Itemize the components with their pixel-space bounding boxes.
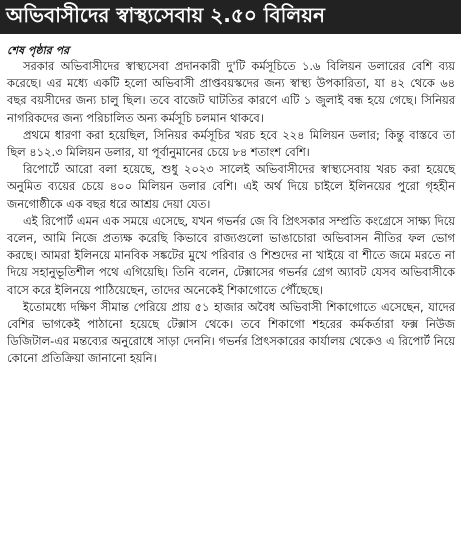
article-paragraph: রিপোর্টে আরো বলা হয়েছে, শুধু ২০২৩ সালেই অভিবাসীদের স্বাস্থ্যসেবায় খরচ করা হয়েছে অনুমিত ব্যয়ের চেয়ে ৪০০ মিলিয়ন ডলার বেশি। এই অর্থ দিয়ে চাইলে ইলিনয়ের পুরো গৃহহীন জনগোষ্ঠীকে এক বছর ধরে আশ্রয় দেয়া যেত। (7, 162, 455, 211)
article-headline: অভিবাসীদের স্বাস্থ্যসেবায় ২.৫০ বিলিয়ন (6, 2, 325, 27)
article-paragraph: সরকার অভিবাসীদের স্বাস্থ্যসেবা প্রদানকারী দু'টি কর্মসূচিতে ১.৬ বিলিয়ন ডলারের বেশি ব্যয় করেছে। এর মধ্যে একটি হলো অভিবাসী প্রাপ্তবয়স্কদের জন্য স্বাস্থ্য উপকারিতা, যা ৪২ থেকে ৬৪ বছর বয়সীদের জন্য চালু ছিল। তবে বাজেট ঘাটতির কারণে এটি ১ জুলাই বন্ধ হয়ে গেছে। সিনিয়র নাগরিকদের জন্য পরিচালিত অন্য কর্মসূচি চলমান থাকবে। (7, 59, 455, 125)
continued-from-label: শেষ পৃষ্ঠার পর (7, 44, 70, 57)
article-paragraph: ইতোমধ্যে দক্ষিণ সীমান্ত পেরিয়ে প্রায় ৫১ হাজার অবৈধ অভিবাসী শিকাগোতে এসেছেন, যাদের বেশির ভাগকেই পাঠানো হয়েছে টেক্সাস থেকে। তবে শিকাগো শহরের কর্মকর্তারা ফক্স নিউজ ডিজিটাল-এর মন্তব্যের অনুরোধে সাড়া দেননি। গভর্নর প্রিৎসকারের কার্যালয় থেকেও এ রিপোর্ট নিয়ে কোনো প্রতিক্রিয়া জানানো হয়নি। (7, 299, 455, 366)
article-paragraph: প্রথমে ধারণা করা হয়েছিল, সিনিয়র কর্মসূচির খরচ হবে ২২৪ মিলিয়ন ডলার; কিন্তু বাস্তবে তা ছিল ৪১২.৩ মিলিয়ন ডলার, যা পূর্বানুমানের চেয়ে ৮৪ শতাংশ বেশি। (7, 127, 455, 160)
article-body (7, 58, 455, 368)
article-paragraph: এই রিপোর্ট এমন এক সময়ে এসেছে, যখন গভর্নর জে বি প্রিৎসকার সম্প্রতি কংগ্রেসে সাক্ষ্য দিয়ে বলেন, আমি নিজে প্রত্যক্ষ করেছি কিভাবে রাজ্যগুলো ভাঙাচোরা অভিবাসন নীতির ফল ভোগ করছে। আমরা ইলিনয়ে মানবিক সঙ্কটের মুখে পরিবার ও শিশুদের না খাইয়ে বা শীতে জমে মরতে না দিয়ে সহানুভূতিশীল পথে এগিয়েছি। তিনি বলেন, টেক্সাসের গভর্নর গ্রেগ অ্যাবট যেসব অভিবাসীকে বাসে করে ইলিনয়ে পাঠিয়েছেন, তাদের অনেকেই শিকাগোতে পৌঁছেছে। (7, 213, 455, 297)
headline-banner (0, 0, 461, 34)
